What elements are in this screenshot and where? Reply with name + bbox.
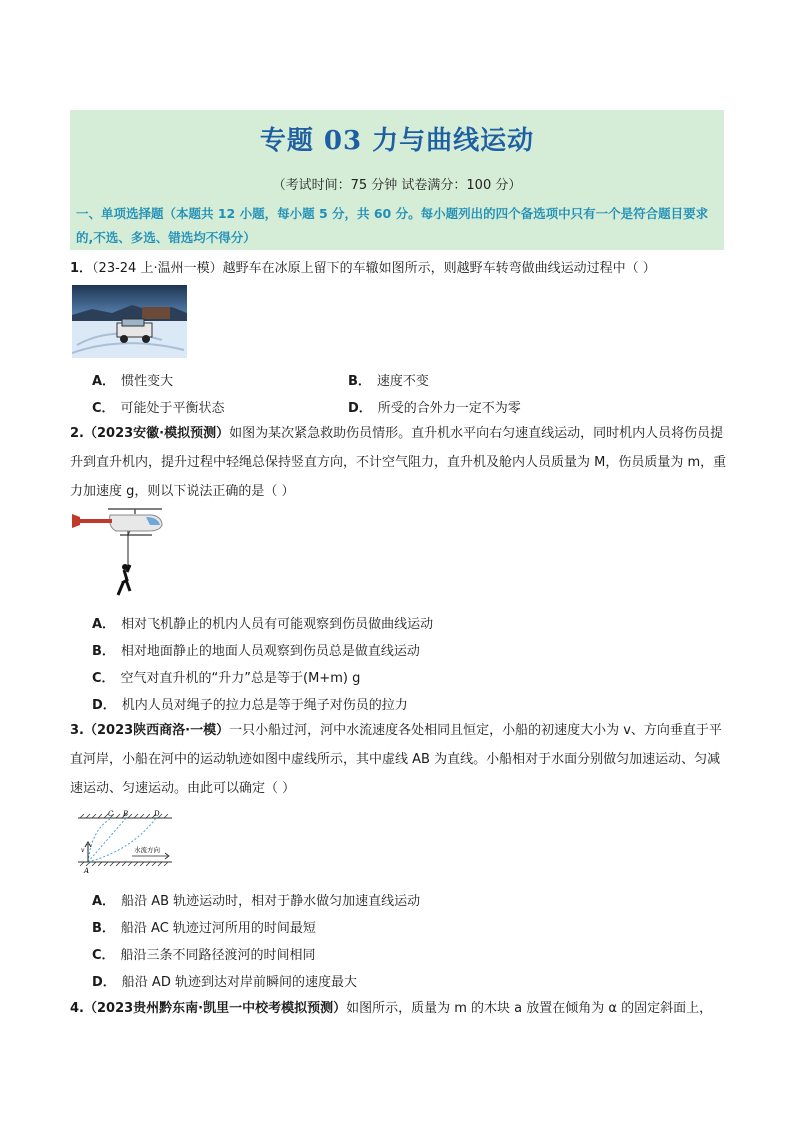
q3-option-b[interactable]: B． 船沿 AC 轨迹过河所用的时间最短: [92, 921, 316, 936]
label-b: B: [123, 810, 129, 818]
q3-option-c[interactable]: C． 船沿三条不同路径渡河的时间相同: [92, 948, 316, 963]
question-text: 一只小船过河，河中水流速度各处相同且恒定，小船的初速度大小为 v、方向垂直于平直河岸，小船在河中的运动轨迹如图中虚线所示，其中虚线 AB 为直线。小船相对于水面分别做匀加速运动、匀减速运动、匀速运动。由此可以确定（ ）: [70, 723, 722, 796]
exam-info: （考试时间：75 分钟 试卷满分：100 分）: [272, 178, 522, 193]
label-v: v: [81, 847, 85, 854]
q3-option-a[interactable]: A． 船沿 AB 轨迹运动时，相对于静水做匀加速直线运动: [92, 894, 421, 909]
river-crossing-diagram: [72, 806, 187, 880]
question-source: （2023贵州黔东南·凯里一中校考模拟预测）: [83, 1001, 347, 1016]
q2-option-c[interactable]: C． 空气对直升机的“升力”总是等于(M+m) g: [92, 671, 361, 686]
q1-option-a[interactable]: A． 惯性变大: [92, 374, 174, 389]
question-text: 越野车在冰原上留下的车辙如图所示，则越野车转弯做曲线运动过程中（ ）: [222, 261, 656, 276]
q1-option-b[interactable]: B． 速度不变: [348, 374, 429, 389]
question-source: （2023陕西商洛·一模）: [83, 723, 230, 738]
section-instructions: 一、单项选择题（本题共 12 小题，每小题 5 分，共 60 分。每小题列出的四个备选项中只有一个是符合题目要求的,不选、多选、错选均不得分）: [76, 206, 709, 245]
q2-option-b[interactable]: B． 相对地面静止的地面人员观察到伤员总是做直线运动: [92, 644, 420, 659]
question-2: [70, 419, 730, 506]
label-d: D: [154, 810, 160, 818]
label-a: A: [84, 867, 90, 875]
question-4: [70, 994, 730, 1023]
question-number: 4.: [70, 1001, 84, 1016]
page-title: 专题 03 力与曲线运动: [259, 126, 535, 156]
q1-option-c[interactable]: C． 可能处于平衡状态: [92, 401, 225, 416]
header-band: [70, 110, 724, 250]
question-text: 如图为某次紧急救助伤员情形。直升机水平向右匀速直线运动，同时机内人员将伤员提升到直升机内，提升过程中轻绳总保持竖直方向，不计空气阻力，直升机及舱内人员质量为 M，伤员质量为 m，重力加速度 g，则以下说法正确的是（ ）: [70, 426, 727, 499]
question-1: [70, 254, 730, 283]
offroad-car-photo: [72, 285, 187, 362]
label-c: C: [108, 810, 114, 818]
q2-option-d[interactable]: D． 机内人员对绳子的拉力总是等于绳子对伤员的拉力: [92, 698, 408, 713]
helicopter-figure: [70, 505, 165, 604]
label-flow: 水流方向: [134, 846, 160, 854]
question-3: [70, 716, 730, 803]
q2-option-a[interactable]: A． 相对飞机静止的机内人员有可能观察到伤员做曲线运动: [92, 617, 434, 632]
question-source: （23-24 上·温州一模）: [92, 261, 223, 276]
question-number: 1．: [70, 261, 93, 276]
question-text: 如图所示，质量为 m 的木块 a 放置在倾角为 α 的固定斜面上，: [346, 1001, 713, 1016]
q3-option-d[interactable]: D． 船沿 AD 轨迹到达对岸前瞬间的速度最大: [92, 975, 357, 990]
question-source: （2023安徽·模拟预测）: [83, 426, 230, 441]
question-number: 2.: [70, 426, 84, 441]
q1-option-d[interactable]: D． 所受的合外力一定不为零: [348, 401, 521, 416]
question-number: 3.: [70, 723, 84, 738]
